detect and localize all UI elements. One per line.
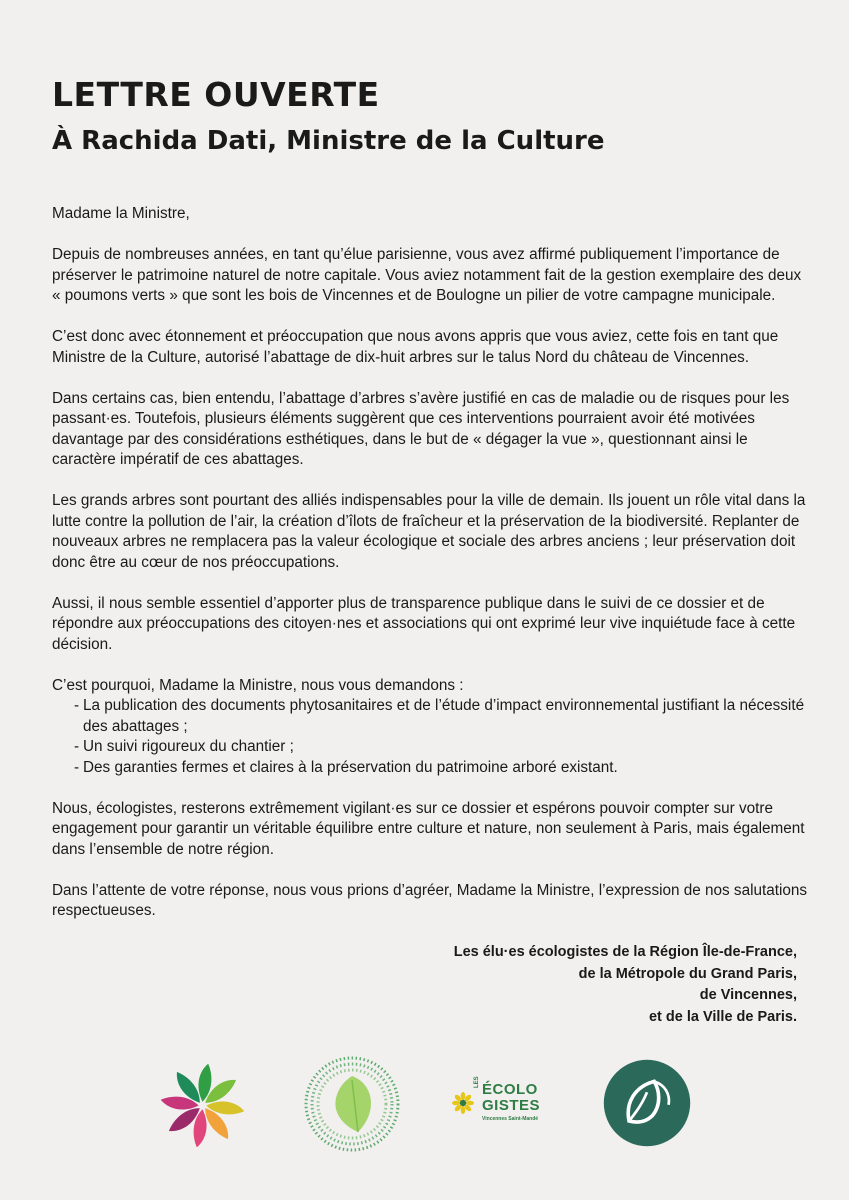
ecologistes-les: LES (474, 1076, 480, 1088)
demands-intro: C’est pourquoi, Madame la Ministre, nous vous demandons : (52, 676, 464, 694)
demand-item: - La publication des documents phytosanitaires et de l’étude d’impact environnemental justifiant la nécessité des abattages ; (74, 696, 812, 737)
ecologistes-tagline: Vincennes Saint-Mandé (482, 1116, 539, 1122)
flower-logo-icon (155, 1058, 250, 1153)
signature-line: de Vincennes, (699, 987, 797, 1003)
green-circle-leaf-logo-icon (602, 1058, 692, 1148)
ecologistes-line1: ÉCOLO (482, 1081, 538, 1098)
logos-row (0, 1050, 849, 1160)
demand-item: - Un suivi rigoureux du chantier ; (74, 737, 812, 758)
leaf-dots-logo-icon (302, 1054, 402, 1154)
paragraph-4: Les grands arbres sont pourtant des alliés indispensables pour la ville de demain. Ils jouent un rôle vital dans la lutte contre la pollution de l’air, la création d’îlots de fraîcheur et la préservation de la biodiversité. Replanter de nouveaux arbres ne remplacera pas la valeur écologique et sociale des arbres anciens ; leur préservation doit donc être au cœur de nos préoccupations. (52, 492, 806, 571)
signature-line: et de la Ville de Paris. (648, 1008, 797, 1025)
signature-line: de la Métropole du Grand Paris, (578, 965, 797, 982)
paragraph-3: Dans certains cas, bien entendu, l’abattage d’arbres s’avère justifié en cas de maladie ou de risques pour les passant·es. Toutefois, plusieurs éléments suggèrent que ces interventions pourraient avoir été motivées davantage par des considérations esthétiques, dans le but de « dégager la vue », questionnant ainsi le caractère impératif de ces abattages. (52, 389, 790, 468)
letter-subtitle: À Rachida Dati, Ministre de la Culture (52, 126, 605, 156)
closing-paragraph-1: Nous, écologistes, resterons extrêmement vigilant·es sur ce dossier et espérons pouvoir compter sur votre engagement pour garantir un véritable équilibre entre culture et nature, non seulement à Paris, mais également dans l’ensemble de notre région. (52, 799, 805, 858)
salutation: Madame la Ministre, (52, 205, 190, 222)
signature-block (454, 942, 797, 1028)
signature-line: Les élu·es écologistes de la Région Île-de-France, (453, 944, 797, 960)
ecologistes-line2: GISTES (482, 1097, 541, 1114)
letter-body (52, 204, 812, 942)
demands-list (52, 696, 812, 778)
letter-title: LETTRE OUVERTE (52, 75, 380, 114)
paragraph-5: Aussi, il nous semble essentiel d’apporter plus de transparence publique dans le suivi de ce dossier et de répondre aux préoccupations des citoyen·nes et associations qui ont exprimé leur vive inquiétude face à cette décision. (52, 594, 796, 653)
sunflower-icon (452, 1092, 474, 1114)
paragraph-1: Depuis de nombreuses années, en tant qu’élue parisienne, vous avez affirmé publiquement l’importance de préserver le patrimoine naturel de notre capitale. Vous aviez notamment fait de la gestion exemplaire des deux « poumons verts » que sont les bois de Vincennes et de Boulogne un pilier de votre campagne municipale. (52, 246, 802, 304)
demand-item: - Des garanties fermes et claires à la préservation du patrimoine arboré existant. (74, 758, 812, 779)
paragraph-2: C’est donc avec étonnement et préoccupation que nous avons appris que vous aviez, cette fois en tant que Ministre de la Culture, autorisé l’abattage de dix-huit arbres sur le talus Nord du château de Vincennes. (52, 328, 779, 366)
ecologistes-logo (452, 1076, 552, 1134)
closing-paragraph-2: Dans l’attente de votre réponse, nous vous prions d’agréer, Madame la Ministre, l’expression de nos salutations respectueuses. (52, 881, 808, 919)
